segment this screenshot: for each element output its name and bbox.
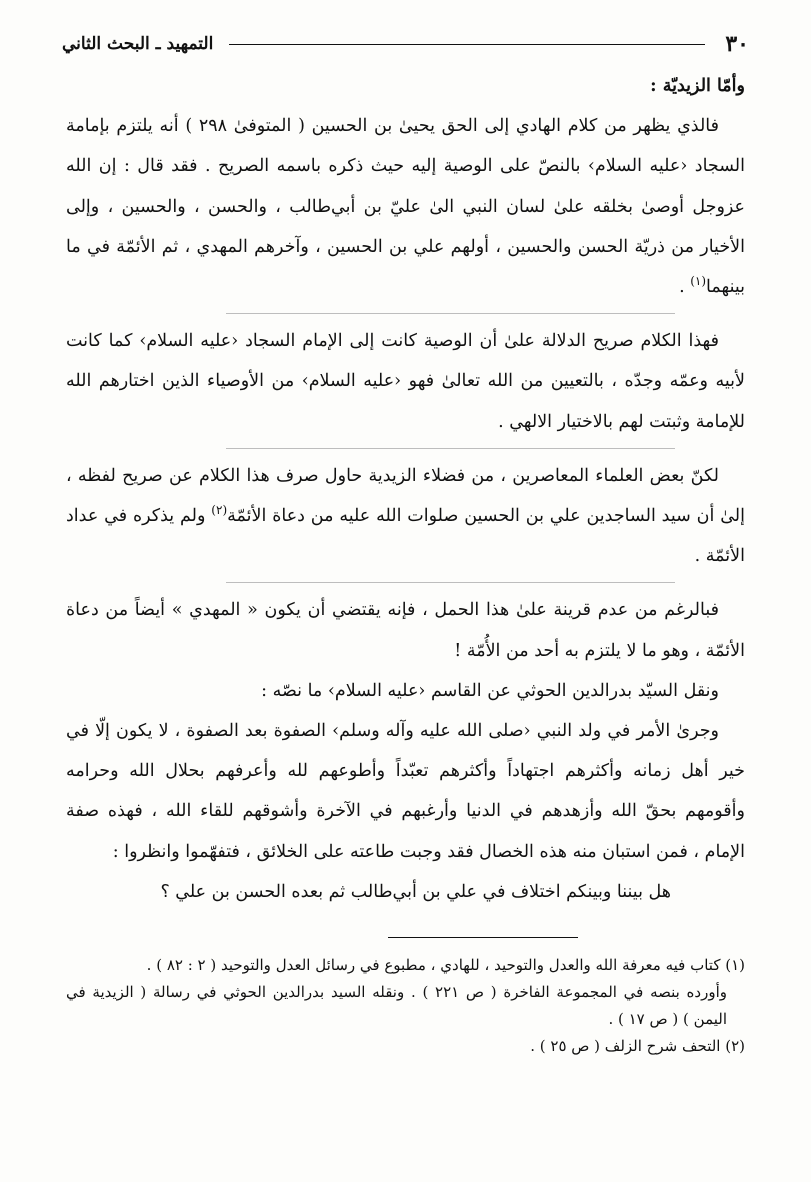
section-heading: وأمّا الزيديّة : xyxy=(650,76,745,96)
paragraph-divider xyxy=(226,313,675,315)
paragraph-6-quote: وجرىٰ الأمر في ولد النبي ‹صلى الله عليه وآله وسلم› الصفوة بعد الصفوة ، لا يكون إلّا في خير أهل زمانه وأكثرهم اجتهاداً وأكثرهم تعبّداً وأطوعهم لله وأعرفهم بحلال الله وحرامه وأقومهم بحقّ الله وأزهدهم في الدنيا وأرغبهم في الآخرة وأشوقهم للقاء الله ، فهذه صفة الإمام ، فمن استبان منه هذه الخصال فقد وجبت طاعته على الخلائق ، فتفهّموا وانظروا : xyxy=(66,721,745,862)
paragraph-3-text: لكنّ بعض العلماء المعاصرين ، من فضلاء الزيدية حاول صرف هذا الكلام عن صريح لفظه ، إلىٰ أن سيد الساجدين علي بن الحسين صلوات الله عليه من دعاة الأئمّة xyxy=(66,465,745,527)
paragraph-1 xyxy=(66,106,745,307)
footnote-separator xyxy=(388,937,578,938)
paragraph-3 xyxy=(66,456,745,577)
page-number: ٣٠ xyxy=(725,31,749,57)
paragraph-5: ونقل السيّد بدرالدين الحوثي عن القاسم ‹عليه السلام› ما نصّه : xyxy=(261,680,719,701)
page-header xyxy=(62,28,749,60)
footnote-1: (١) كتاب فيه معرفة الله والعدل والتوحيد ، للهادي ، مطبوع في رسائل العدل والتوحيد ( ٢ : ٨٢ ) . xyxy=(146,956,745,974)
footnote-2: (٢) التحف شرح الزلف ( ص ٢٥ ) . xyxy=(530,1037,745,1055)
footnote-ref-1: (١) xyxy=(690,274,707,289)
paragraph-divider xyxy=(226,448,675,450)
main-text xyxy=(66,66,745,912)
footnote-1-continued: وأورده بنصه في المجموعة الفاخرة ( ص ٢٢١ ) . ونقله السيد بدرالدين الحوثي في رسالة ( الزيدية في اليمن ) ( ص ١٧ ) . xyxy=(66,983,727,1028)
paragraph-1-end: . xyxy=(679,277,691,298)
header-rule xyxy=(229,44,705,45)
paragraph-7-quote: هل بيننا وبينكم اختلاف في علي بن أبي‌طالب ثم بعده الحسن بن علي ؟ xyxy=(160,881,671,902)
footnotes xyxy=(66,952,745,1060)
paragraph-3-end: ولم يذكره في عداد الأئمّة . xyxy=(66,506,745,567)
paragraph-1-text: فالذي يظهر من كلام الهادي إلى الحق يحيىٰ بن الحسين ( المتوفىٰ ٢٩٨ ) أنه يلتزم بإمامة السجاد ‹عليه السلام› بالنصّ على الوصية إليه حيث ذكره باسمه الصريح . فقد قال : إن الله عزوجل أوصىٰ بخلقه علىٰ لسان النبي الىٰ عليّ بن أبي‌طالب ، والحسن ، والحسين ، وإلى الأخيار من ذريّة الحسن والحسين ، أولهم علي بن الحسين ، وآخرهم المهدي ، ثم الأئمّة في ما بينهما xyxy=(66,116,745,298)
footnote-ref-2: (٢) xyxy=(211,503,228,518)
running-title: التمهيد ـ البحث الثاني xyxy=(62,34,214,54)
paragraph-divider xyxy=(226,582,675,584)
paragraph-4: فبالرغم من عدم قرينة علىٰ هذا الحمل ، فإنه يقتضي أن يكون « المهدي » أيضاً من دعاة الأئمّة ، وهو ما لا يلتزم به أحد من الأُمّة ! xyxy=(66,600,745,661)
paragraph-2: فهذا الكلام صريح الدلالة علىٰ أن الوصية كانت إلى الإمام السجاد ‹عليه السلام› كما كانت لأبيه وعمّه وجدّه ، بالتعيين من الله تعالىٰ فهو ‹عليه السلام› من الأوصياء الذين اختارهم الله للإمامة وثبتت لهم بالاختيار الالهي . xyxy=(66,331,745,432)
